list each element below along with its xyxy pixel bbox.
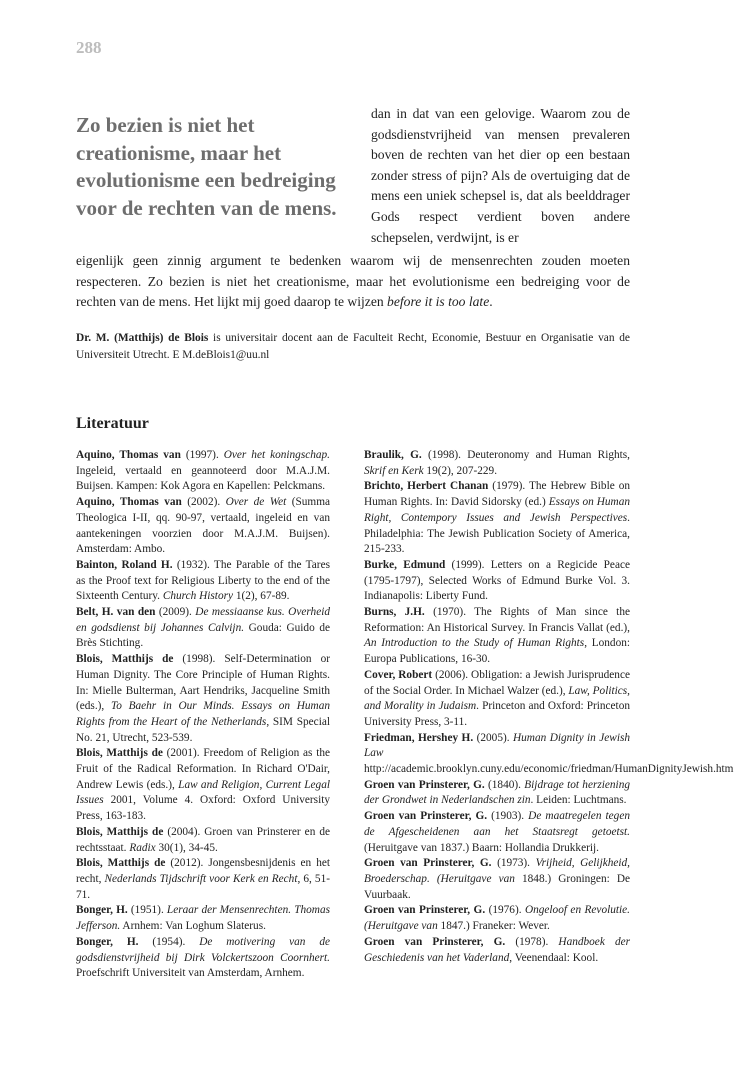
reference-author: Groen van Prinsterer, G.: [364, 935, 506, 948]
reference-text-end: (Summa Theologica I-II, qq. 90-97, vertaald, ingeleid en van aantekeningen voorzien door M.A.J.M. Buijsen). Amsterdam: Ambo.: [76, 496, 331, 556]
reference-author: Groen van Prinsterer, G.: [364, 857, 492, 870]
reference-text-end: , SIM Special No. 21, Utrecht, 523-539.: [76, 715, 330, 744]
reference-title: Over de Wet: [225, 496, 287, 509]
reference-text-end: 1848.) Groningen: De Vuurbaak.: [364, 872, 631, 901]
reference-text-end: , 6, 51-71.: [76, 872, 330, 901]
reference-entry: [364, 558, 630, 605]
reference-title: Bijdrage tot herziening der Grondwet in Nederlandschen zin: [364, 778, 630, 807]
references-right-column: [364, 448, 734, 966]
reference-author: Blois, Matthijs de: [76, 825, 164, 838]
reference-text-end: , London: Europa Publications, 16-30.: [364, 637, 631, 666]
reference-title: Handboek der Geschiedenis van het Vaderland: [364, 935, 631, 964]
reference-author: Burns, J.H.: [364, 606, 425, 619]
body-paragraph-continuation: [76, 251, 630, 313]
reference-title: Vrijheid, Gelijkheid, Broederschap. (Heruitgave van: [364, 857, 630, 885]
reference-text: (1978).: [505, 935, 559, 948]
reference-entry: [364, 778, 630, 809]
reference-text: (1970). The Rights of Man since the Reformation: An Historical Survey. In Francis Vallat (ed.),: [364, 606, 630, 634]
reference-entry: [364, 856, 630, 903]
reference-text: (1999). Letters on a Regicide Peace (1795-1797), Selected Works of Edmund Burke Vol. 3. Indianapolis: Liberty Fund.: [364, 558, 630, 603]
reference-text-end: Gouda: Guido de Brès Stichting.: [76, 621, 330, 650]
reference-text-end: Proefschrift Universiteit van Amsterdam, Arnhem.: [76, 967, 305, 980]
reference-text: (2009).: [155, 606, 196, 619]
author-bio: [76, 330, 630, 364]
reference-title: Law, Politics, and Morality in Judaism: [364, 684, 630, 713]
body-italic-phrase: before it is too late: [387, 294, 490, 310]
reference-title: Ongeloof en Revolutie. (Heruitgave van: [364, 904, 630, 933]
body-end-punct: .: [489, 294, 493, 310]
reference-entry: [76, 825, 330, 856]
reference-entry: [364, 731, 734, 778]
reference-text: (1997).: [180, 449, 224, 461]
reference-author: Friedman, Hershey H.: [364, 731, 474, 744]
body-text: eigenlijk geen zinnig argument te bedenken waarom wij de mensenrechten zouden moeten respecteren. Zo bezien is niet het creationisme, maar het evolutionisme een bedreiging voor de rechten van de mens. Het lijkt mij goed daarop te wijzen: [76, 253, 630, 310]
reference-entry: [76, 746, 330, 825]
reference-title: Church History: [162, 590, 233, 603]
reference-text-end: 30(1), 34-45.: [155, 841, 218, 854]
body-paragraph-intro: dan in dat van een gelovige. Waarom zou de godsdienstvrijheid van mensen prevaleren boven de rechten van het dier op een bestaan zonder stress of pijn? Als de overtuiging dat de mens een uniek schepsel is, dat als beelddrager Gods respect verdient boven andere schepselen, verdwijnt, is er: [371, 106, 630, 245]
reference-title: De motivering van de godsdienstvrijheid bij Dirk Volckertszoon Coornhert.: [76, 935, 330, 964]
reference-text-end: Arnhem: Van Loghum Slaterus.: [120, 920, 266, 933]
reference-author: Blois, Matthijs de: [76, 747, 163, 760]
reference-text-end: 2001, Volume 4. Oxford: Oxford University Press, 163-183.: [76, 794, 330, 823]
reference-entry: [364, 809, 630, 856]
reference-text: (2001). Freedom of Religion as the Fruit of the Radical Reformation. In Richard O'Dair, Andrew Lewis (eds.),: [76, 747, 330, 791]
reference-text: (2004). Groen van Prinsterer en de rechtsstaat.: [76, 825, 330, 854]
page-number: 288: [76, 38, 102, 57]
author-bio-text: is universitair docent aan de Faculteit Recht, Economie, Bestuur en Organisatie van de Universiteit Utrecht. E M.deBlois1@uu.nl: [76, 332, 630, 361]
reference-text: (1932). The Parable of the Tares as the Proof text for Religious Liberty to the end of the Sixteenth Century.: [76, 558, 330, 603]
reference-title: Law and Religion, Current Legal Issues: [76, 778, 330, 807]
reference-text: (1954).: [138, 935, 200, 948]
reference-author: Bonger, H.: [76, 935, 139, 948]
reference-text-end: (Heruitgave van 1837.) Baarn: Hollandia Drukkerij.: [364, 841, 599, 854]
reference-text: (1840).: [484, 778, 525, 791]
reference-author: Bonger, H.: [76, 904, 128, 917]
reference-text-end: 1(2), 67-89.: [233, 590, 290, 603]
reference-text: (1998). Deuteronomy and Human Rights,: [421, 449, 631, 461]
reference-title: Nederlands Tijdschrift voor Kerk en Recht: [104, 872, 298, 885]
reference-text-end: 19(2), 207-229.: [423, 464, 498, 477]
reference-entry: [364, 479, 630, 558]
reference-entry: [76, 448, 330, 495]
reference-title: To Baehr in Our Minds. Essays on Human Rights from the Heart of the Netherlands: [76, 700, 330, 728]
literature-heading: Literatuur: [76, 415, 149, 432]
reference-text: (1903).: [487, 810, 529, 823]
author-name: Dr. M. (Matthijs) de Blois: [76, 332, 209, 344]
reference-entry: [76, 935, 330, 982]
reference-author: Aquino, Thomas van: [76, 496, 182, 509]
reference-author: Brichto, Herbert Chanan: [364, 480, 489, 493]
reference-title: Radix: [129, 841, 156, 854]
reference-text-end: http://academic.brooklyn.cuny.edu/economic/friedman/HumanDignityJewish.htm: [364, 763, 734, 776]
reference-title: Over het koningschap.: [223, 449, 330, 461]
reference-author: Blois, Matthijs de: [76, 653, 174, 666]
reference-text: (1973).: [491, 857, 536, 870]
reference-entry: [76, 856, 330, 903]
reference-title: Human Dignity in Jewish Law: [364, 731, 631, 760]
reference-entry: [76, 652, 330, 746]
reference-author: Braulik, G.: [364, 449, 422, 461]
reference-author: Aquino, Thomas van: [76, 449, 181, 461]
reference-entry: [364, 448, 630, 479]
reference-author: Bainton, Roland H.: [76, 558, 173, 571]
reference-text: (2006). Obligation: a Jewish Jurisprudence of the Social Order. In Michael Walzer (ed.),: [364, 668, 630, 697]
reference-author: Cover, Robert: [364, 668, 433, 681]
reference-title: An Introduction to the Study of Human Rights: [364, 637, 585, 650]
reference-text: (2005).: [473, 731, 513, 744]
reference-text: (1951).: [127, 904, 167, 917]
reference-text: (1979). The Hebrew Bible on Human Rights. In: David Sidorsky (ed.): [364, 480, 630, 509]
reference-text-end: Ingeleid, vertaald en geannoteerd door M.A.J.M. Buijsen. Kampen: Kok Agora en Kapellen: Pelckmans.: [76, 464, 330, 493]
reference-text: (2012). Jongensbesnijdenis en het recht,: [76, 857, 331, 885]
reference-author: Belt, H. van den: [76, 606, 156, 619]
reference-text-end: , Veenendaal: Kool.: [509, 951, 599, 964]
reference-text: (2002).: [181, 496, 226, 509]
reference-text-end: 1847.) Franeker: Wever.: [437, 920, 550, 933]
reference-title: Skrif en Kerk: [364, 464, 424, 477]
reference-text: (1998). Self-Determination or Human Dignity. The Core Principle of Human Rights. In: Mielle Bulterman, Aart Hendriks, Jacqueline Smith (eds.),: [76, 653, 330, 713]
reference-entry: [76, 605, 330, 652]
reference-entry: [76, 495, 330, 558]
reference-title: De maatregelen tegen de Afgescheidenen aan het Staatsregt getoetst.: [364, 810, 630, 838]
reference-text-end: . Leiden: Luchtmans.: [530, 794, 627, 807]
reference-entry: [364, 668, 630, 731]
reference-entry: [364, 605, 630, 668]
reference-text-end: . Princeton and Oxford: Princeton University Press, 3-11.: [364, 700, 630, 728]
reference-entry: [76, 558, 330, 605]
reference-author: Burke, Edmund: [364, 558, 446, 571]
reference-title: Essays on Human Right, Contempory Issues and Jewish Perspectives: [364, 496, 630, 524]
reference-text-end: . Philadelphia: The Jewish Publication Society of America, 215-233.: [364, 511, 630, 556]
reference-title: De messiaanse kus. Overheid en godsdienst bij Johannes Calvijn.: [76, 606, 330, 634]
reference-title: Leraar der Mensenrechten. Thomas Jefferson.: [76, 904, 330, 933]
reference-entry: [364, 903, 630, 934]
reference-entry: [364, 935, 630, 966]
references-left-column: [76, 448, 330, 982]
reference-author: Groen van Prinsterer, G.: [364, 778, 485, 791]
reference-author: Groen van Prinsterer, G.: [364, 810, 488, 823]
reference-entry: [76, 903, 330, 934]
reference-author: Groen van Prinsterer, G.: [364, 904, 486, 917]
reference-text: (1976).: [485, 904, 525, 917]
pull-quote: Zo bezien is niet het creationisme, maar het evolutionisme een bedreiging voor de rechten van de mens.: [76, 113, 337, 220]
reference-author: Blois, Matthijs de: [76, 857, 166, 870]
